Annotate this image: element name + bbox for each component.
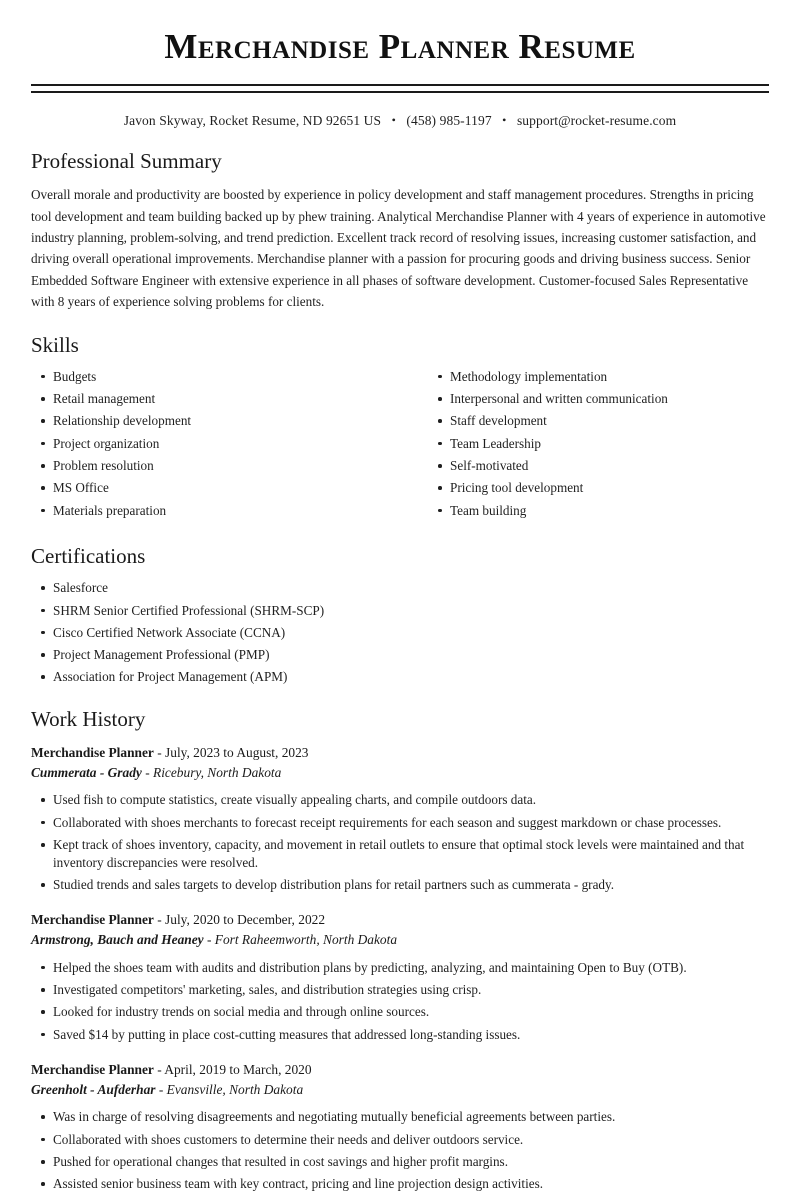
job-bullet-item: Used fish to compute statistics, create visually appealing charts, and compile outdoors data.	[31, 791, 769, 809]
job-bullet-item: Kept track of shoes inventory, capacity, and movement in retail outlets to ensure that optimal stock levels were maintained and that inventory discrepancies were resolved.	[31, 836, 769, 872]
skills-list-right	[428, 368, 769, 520]
skill-item: Methodology implementation	[428, 368, 769, 386]
skill-item: Budgets	[31, 368, 400, 386]
work-history-entry	[31, 1060, 769, 1194]
skill-item: Relationship development	[31, 412, 400, 430]
job-position: Merchandise Planner	[31, 1061, 154, 1077]
skills-column-right	[400, 368, 769, 524]
job-dates: July, 2020 to December, 2022	[165, 911, 326, 927]
job-company-separator: -	[203, 932, 215, 948]
job-dates: April, 2019 to March, 2020	[164, 1061, 312, 1077]
skill-item: Pricing tool development	[428, 479, 769, 497]
section-skills	[31, 332, 769, 524]
section-professional-summary	[31, 148, 769, 313]
certification-item: Association for Project Management (APM)	[31, 668, 769, 686]
contact-line	[31, 113, 769, 129]
work-history-entries	[31, 743, 769, 1194]
certification-item: Salesforce	[31, 579, 769, 597]
job-location: Ricebury, North Dakota	[153, 764, 282, 780]
contact-phone: (458) 985-1197	[406, 113, 492, 128]
job-bullet-item: Collaborated with shoes merchants to forecast receipt requirements for each season and suggest markdown or chase processes.	[31, 814, 769, 832]
job-bullet-item: Was in charge of resolving disagreements and negotiating mutually beneficial agreements between parties.	[31, 1108, 769, 1126]
job-company-separator: -	[141, 764, 154, 780]
skill-item: Team Leadership	[428, 435, 769, 453]
job-title-separator: -	[153, 911, 166, 927]
job-bullet-item: Studied trends and sales targets to develop distribution plans for retail partners such as cummerata - grady.	[31, 876, 769, 894]
section-heading-certifications: Certifications	[31, 543, 146, 568]
job-company-line	[31, 930, 769, 949]
header-divider	[31, 84, 769, 93]
section-work-history	[31, 706, 769, 1203]
job-position: Merchandise Planner	[31, 744, 154, 760]
job-title-separator: -	[153, 744, 166, 760]
certifications-list	[31, 579, 769, 686]
skill-item: Interpersonal and written communication	[428, 390, 769, 408]
skill-item: Self-motivated	[428, 457, 769, 475]
section-heading-skills: Skills	[31, 332, 79, 357]
section-heading-professional-summary: Professional Summary	[31, 149, 222, 173]
job-dates: July, 2023 to August, 2023	[165, 744, 309, 760]
job-company: Armstrong, Bauch and Heaney	[31, 932, 204, 948]
work-history-entry	[31, 743, 769, 894]
page-title: Merchandise Planner Resume	[164, 27, 636, 66]
skills-column-left	[31, 368, 400, 524]
job-company-line	[31, 763, 769, 782]
job-company-line	[31, 1080, 769, 1099]
contact-email: support@rocket-resume.com	[516, 113, 677, 128]
skill-item: Project organization	[31, 435, 400, 453]
job-title-line	[31, 910, 769, 929]
professional-summary-text: Overall morale and productivity are boosted by experience in policy development and staff management procedures. Strengths in pricing tool development and team building backed up by phew training. Analytical Merchandise Planner with 4 years of experience in automotive industry planning, problem-solving, and trend prediction. Excellent track record of resolving issues, increasing customer satisfaction, and driving overall operational improvements. Merchandise planner with a passion for procuring goods and driving business success. Senior Embedded Software Engineer with extensive experience in all phases of software development. Customer-focused Sales Representative with 8 years of experience solving problems for clients.	[31, 187, 766, 310]
job-bullet-item: Assisted senior business team with key contract, pricing and line projection design activities.	[31, 1175, 769, 1193]
skill-item: Materials preparation	[31, 502, 400, 520]
job-bullet-item: Helped the shoes team with audits and distribution plans by predicting, analyzing, and maintaining Open to Buy (OTB).	[31, 959, 769, 977]
certification-item: Cisco Certified Network Associate (CCNA)	[31, 624, 769, 642]
job-company: Greenholt - Aufderhar	[31, 1082, 156, 1097]
skill-item: Problem resolution	[31, 457, 400, 475]
job-bullets-list	[31, 1108, 769, 1193]
skill-item: Retail management	[31, 390, 400, 408]
contact-separator-2: •	[502, 113, 507, 127]
certification-item: SHRM Senior Certified Professional (SHRM-SCP)	[31, 602, 769, 620]
contact-address: Javon Skyway, Rocket Resume, ND 92651 US	[123, 113, 382, 128]
job-title-separator: -	[153, 1061, 165, 1077]
skill-item: MS Office	[31, 479, 400, 497]
skills-list-left	[31, 368, 400, 520]
job-bullets-list	[31, 959, 769, 1044]
work-history-entry	[31, 910, 769, 1044]
job-title-line	[31, 1060, 769, 1079]
section-certifications	[31, 543, 769, 686]
job-location: Evansville, North Dakota	[166, 1082, 304, 1097]
skill-item: Team building	[428, 502, 769, 520]
certification-item: Project Management Professional (PMP)	[31, 646, 769, 664]
skills-columns	[31, 368, 769, 524]
contact-separator-1: •	[391, 113, 396, 127]
section-heading-work-history: Work History	[31, 707, 146, 732]
job-location: Fort Raheemworth, North Dakota	[214, 932, 398, 948]
job-bullet-item: Saved $14 by putting in place cost-cutting measures that addressed long-standing issues.	[31, 1026, 769, 1044]
job-bullet-item: Investigated competitors' marketing, sales, and distribution strategies using crisp.	[31, 981, 769, 999]
job-company-separator: -	[155, 1082, 167, 1097]
skill-item: Staff development	[428, 412, 769, 430]
job-bullet-item: Pushed for operational changes that resulted in cost savings and higher profit margins.	[31, 1153, 769, 1171]
job-title-line	[31, 743, 769, 762]
job-bullet-item: Looked for industry trends on social media and through online sources.	[31, 1003, 769, 1021]
job-position: Merchandise Planner	[31, 911, 154, 927]
job-bullet-item: Collaborated with shoes customers to determine their needs and deliver outdoors service.	[31, 1131, 769, 1149]
job-bullets-list	[31, 791, 769, 894]
job-company: Cummerata - Grady	[31, 764, 142, 780]
